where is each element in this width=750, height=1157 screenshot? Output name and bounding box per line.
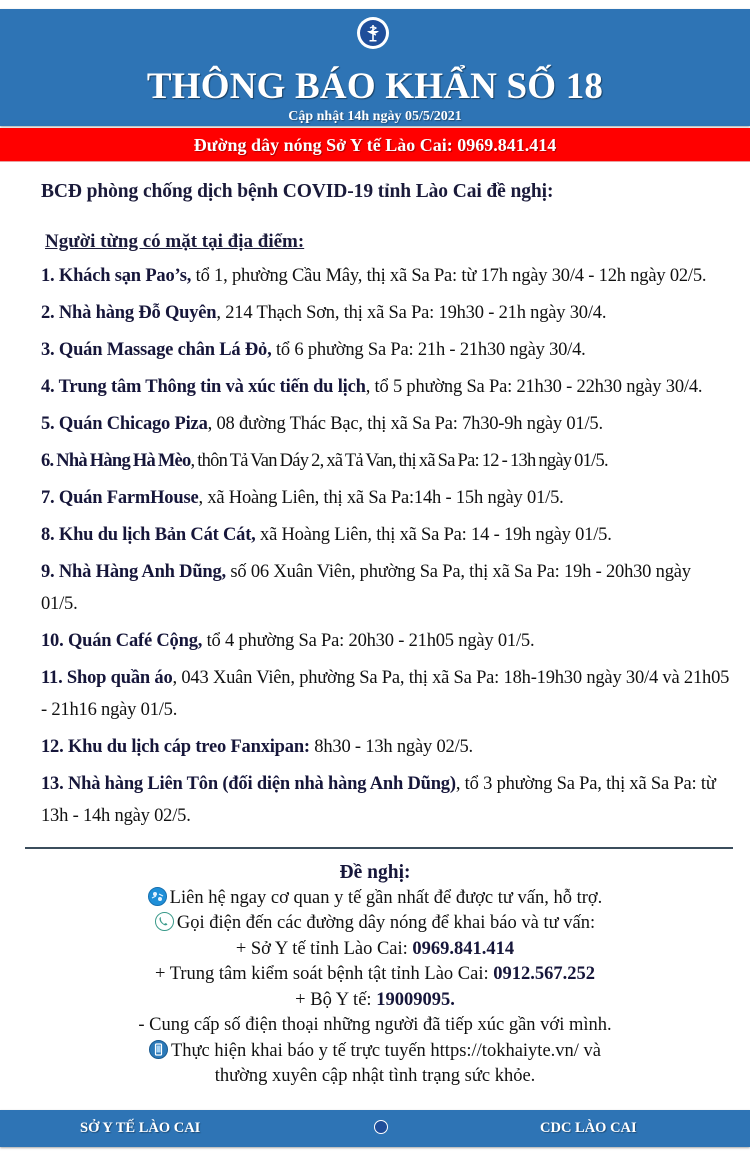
location-name: 9. Nhà Hàng Anh Dũng,	[41, 562, 226, 582]
location-item	[41, 768, 731, 832]
location-detail: , xã Hoàng Liên, thị xã Sa Pa:14h - 15h ngày 01/5.	[198, 488, 564, 508]
location-detail: , 214 Thạch Sơn, thị xã Sa Pa: 19h30 - 21h ngày 30/4.	[216, 303, 607, 323]
location-detail: số 06 Xuân Viên, phường Sa Pa, thị xã Sa Pa: 19h - 20h30 ngày 01/5.	[41, 562, 691, 614]
hotline-label: + Sở Y tế tỉnh Lào Cai:	[235, 938, 413, 959]
hotline-number: 0912.567.252	[493, 964, 596, 984]
location-detail: , 08 đường Thác Bạc, thị xã Sa Pa: 7h30-9h ngày 01/5.	[207, 414, 603, 434]
location-detail: , 043 Xuân Viên, phường Sa Pa, thị xã Sa Pa: 18h-19h30 ngày 30/4 và 21h05 - 21h16 ngày 01/5.	[41, 668, 730, 720]
hotline-label: + Trung tâm kiểm soát bệnh tật tỉnh Lào Cai:	[154, 964, 494, 984]
recommendation-heading: Đề nghị:	[339, 862, 411, 883]
location-name: 13. Nhà hàng Liên Tôn (đối diện nhà hàng Anh Dũng)	[41, 774, 456, 794]
location-item	[41, 260, 731, 292]
contact-text: Liên hệ ngay cơ quan y tế gần nhất để được tư vấn, hỗ trợ.	[169, 887, 603, 908]
location-name: 4. Trung tâm Thông tin và xúc tiến du lịch	[41, 377, 366, 397]
footer-banner	[0, 1110, 750, 1147]
location-name: 5. Quán Chicago Piza	[41, 414, 208, 434]
location-item	[41, 408, 731, 440]
medical-emblem-icon	[374, 1120, 388, 1134]
section-divider	[25, 847, 733, 849]
call-text: Gọi điện đến các đường dây nóng để khai báo và tư vấn:	[176, 913, 596, 933]
location-name: 7. Quán FarmHouse	[41, 488, 199, 508]
provide-contacts-line: - Cung cấp số điện thoại những người đã tiếp xúc gần với mình.	[138, 1015, 612, 1035]
location-detail: tổ 4 phường Sa Pa: 20h30 - 21h05 ngày 01/5.	[202, 631, 535, 651]
medical-team-icon	[148, 887, 167, 906]
recommendation-section	[0, 860, 750, 1090]
location-item	[41, 662, 731, 726]
hotline-item	[0, 962, 750, 988]
location-detail: , tổ 5 phường Sa Pa: 21h30 - 22h30 ngày 30/4.	[365, 377, 703, 397]
call-line	[0, 911, 750, 937]
location-item	[41, 297, 731, 329]
hotline-banner: Đường dây nóng Sở Y tế Lào Cai: 0969.841.414	[0, 128, 750, 162]
location-detail: 8h30 - 13h ngày 02/5.	[309, 737, 473, 757]
declare-text: Thực hiện khai báo y tế trực tuyến https://tokhaiyte.vn/ và	[170, 1040, 602, 1061]
location-name: 11. Shop quần áo	[41, 668, 173, 688]
locations-heading: Người từng có mặt tại địa điểm:	[45, 231, 305, 252]
declare-line	[0, 1039, 750, 1065]
intro-heading: BCĐ phòng chống dịch bệnh COVID-19 tỉnh Lào Cai đề nghị:	[41, 181, 554, 202]
location-name: 10. Quán Café Cộng,	[41, 631, 203, 651]
location-detail: xã Hoàng Liên, thị xã Sa Pa: 14 - 19h ngày 01/5.	[255, 525, 612, 545]
location-name: 3. Quán Massage chân Lá Đỏ,	[41, 340, 272, 360]
location-detail: tổ 1, phường Cầu Mây, thị xã Sa Pa: từ 17h ngày 30/4 - 12h ngày 02/5.	[191, 266, 707, 286]
location-item	[41, 519, 731, 551]
page-title: THÔNG BÁO KHẨN SỐ 18	[146, 66, 604, 107]
contact-line	[0, 886, 750, 912]
footer-org-left: SỞ Y TẾ LÀO CAI	[80, 1120, 201, 1136]
hotline-number: 19009095.	[376, 989, 455, 1010]
location-item	[41, 556, 731, 620]
hotline-number: 0969.841.414	[412, 938, 515, 959]
header-banner	[0, 9, 750, 126]
location-name: 8. Khu du lịch Bản Cát Cát,	[41, 525, 256, 545]
location-detail: , tổ 3 phường Sa Pa, thị xã Sa Pa: từ 13h - 14h ngày 02/5.	[41, 774, 716, 826]
phone-icon	[155, 912, 174, 931]
hotline-label: + Bộ Y tế:	[295, 989, 377, 1010]
update-timestamp: Cập nhật 14h ngày 05/5/2021	[288, 109, 462, 124]
footer-org-right: CDC LÀO CAI	[540, 1120, 637, 1136]
medical-caduceus-emblem-icon	[357, 17, 389, 49]
mobile-phone-icon	[149, 1040, 168, 1059]
location-name: 1. Khách sạn Pao’s,	[41, 266, 192, 286]
location-item	[41, 482, 731, 514]
location-detail: , thôn Tả Van Dáy 2, xã Tả Van, thị xã Sa Pa: 12 - 13h ngày 01/5.	[190, 451, 608, 471]
location-name: 2. Nhà hàng Đỗ Quyên	[41, 303, 217, 323]
hotline-item	[0, 988, 750, 1014]
location-item	[41, 731, 731, 763]
declare-line-2: thường xuyên cập nhật tình trạng sức khỏe.	[214, 1066, 536, 1086]
location-name: 6. Nhà Hàng Hà Mèo	[41, 451, 191, 471]
location-item	[41, 371, 731, 403]
location-item	[41, 445, 731, 477]
notice-body	[41, 176, 731, 837]
location-item	[41, 334, 731, 366]
location-detail: tổ 6 phường Sa Pa: 21h - 21h30 ngày 30/4.	[271, 340, 586, 360]
hotline-item	[0, 937, 750, 963]
location-item	[41, 625, 731, 657]
location-name: 12. Khu du lịch cáp treo Fanxipan:	[41, 737, 310, 757]
